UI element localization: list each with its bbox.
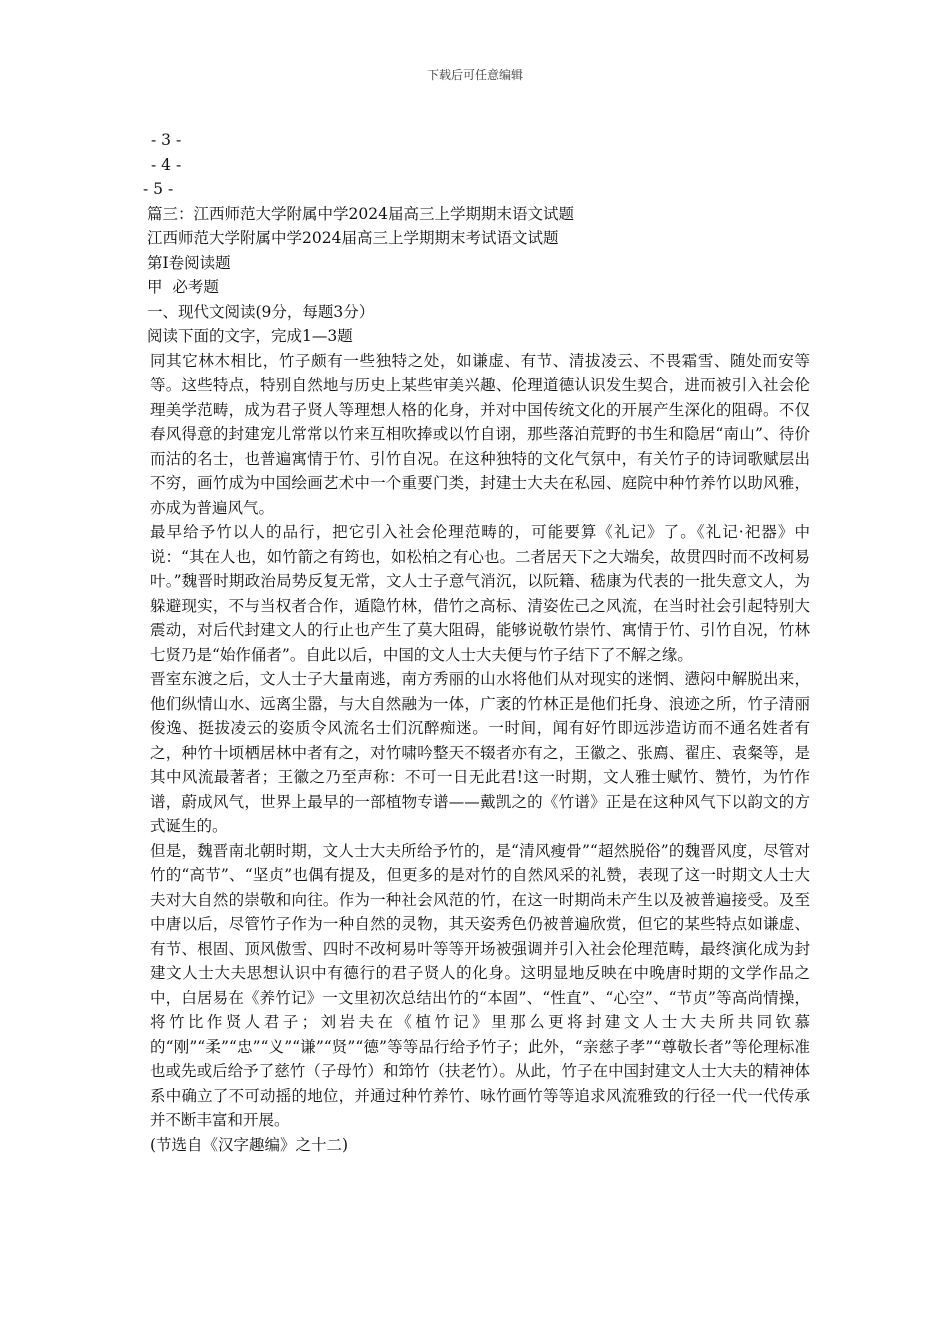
page-number-5: - 5 - (143, 180, 174, 198)
page-header: 下载后可任意编辑 (426, 68, 523, 82)
reading-instruction: 阅读下面的文字，完成1—3题 (147, 327, 353, 345)
source-note: (节选自《汉字趣编》之十二) (150, 1135, 349, 1154)
paragraph-2: 最早给予竹以人的品行，把它引入社会伦理范畴的，可能要算《礼记》了。《礼记·祀器》中说：“其在人也，如竹箭之有筠也，如松柏之有心也。二者居天下之大端矣，故贯四时而不改柯易叶。”魏晋时期政治局势反复无常，文人士子意气消沉，以阮籍、嵇康为代表的一批失意文人，为躲避现实，不与当权者合作，遁隐竹林，借竹之高标、清姿佐己之风流，在当时社会引起特别大震动，对后代封建文人的行止也产生了莫大阻碍，能够说敬竹崇竹、寓情于竹、引竹自况，竹林七贤乃是“始作俑者”。自此以后，中国的文人士大夫便与竹子结下了不解之缘。 (150, 523, 810, 664)
paragraph-1: 同其它林木相比，竹子颇有一些独特之处，如谦虚、有节、清拔凌云、不畏霜雪、随处而安等等。这些特点，特别自然地与历史上某些审美兴趣、伦理道德认识发生契合，进而被引入社会伦理美学范畴，成为君子贤人等理想人格的化身，并对中国传统文化的开展产生深化的阻碍。不仅春风得意的封建宠儿常常以竹来互相吹捧或以竹自诩，那些落泊荒野的书生和隐居“南山”、待价而沽的名士，也普遍寓情于竹、引竹自况。在这种独特的文化气氛中，有关竹子的诗词歌赋层出不穷，画竹成为中国绘画艺术中一个重要门类，封建士大夫在私园、庭院中种竹养竹以助风雅，亦成为普遍风气。 (150, 351, 810, 517)
part-title: 甲 必考题 (147, 278, 219, 296)
document-body (145, 128, 810, 1157)
page-number-4: - 4 - (151, 155, 182, 174)
exam-title: 江西师范大学附属中学2024届高三上学期期末考试语文试题 (147, 229, 559, 247)
page-number-3: - 3 - (151, 131, 182, 149)
section-title: 篇三：江西师范大学附属中学2024届高三上学期期末语文试题 (147, 204, 574, 223)
volume-title: 第Ⅰ卷阅读题 (147, 253, 231, 272)
paragraph-3: 晋室东渡之后，文人士子大量南逃，南方秀丽的山水将他们从对现实的迷惘、懑闷中解脱出来，他们纵情山水、远离尘嚣，与大自然融为一体，广袤的竹林正是他们托身、浪迹之所，竹子清丽俊逸、挺拔凌云的姿质令风流名士们沉醉痴迷。一时间，闻有好竹即远涉造访而不通名姓者有之，种竹十顷栖居林中者有之，对竹啸吟整天不辍者亦有之，王徽之、张廌、翟庄、袁粲等，是其中风流最著者；王徽之乃至声称：不可一日无此君!这一时期，文人雅士赋竹、赞竹，为竹作谱，蔚成风气，世界上最早的一部植物专谱——戴凯之的《竹谱》正是在这种风气下以韵文的方式诞生的。 (150, 670, 810, 835)
paragraph-4: 但是，魏晋南北朝时期，文人士大夫所给予竹的，是“清风瘦骨”“超然脱俗”的魏晋风度，尽管对竹的“高节”、“坚贞”也偶有提及，但更多的是对竹的自然风采的礼赞，表现了这一时期文人士大夫对大自然的崇敬和向往。作为一种社会风范的竹，在这一时期尚未产生以及被普遍接受。及至中唐以后，尽管竹子作为一种自然的灵物，其天姿秀色仍被普遍欣赏，但它的某些特点如谦虚、有节、根固、顶风傲雪、四时不改柯易叶等等开场被强调并引入社会伦理范畴，最终演化成为封建文人士大夫思想认识中有德行的君子贤人的化身。这明显地反映在中晚唐时期的文学作品之中，白居易在《养竹记》一文里初次总结出竹的“本固”、“性直”、“心空”、“节贞”等高尚情操，将竹比作贤人君子；刘岩夫在《植竹记》里那么更将封建文人士大夫所共同钦慕的“刚”“柔”“忠”“义”“谦”“贤”“德”等等品行给予竹子；此外，“亲慈子孝”“尊敬长者”等伦理标准也或先或后给予了慈竹（子母竹）和笻竹（扶老竹）。从此，竹子在中国封建文人士大夫的精神体系中确立了不可动摇的地位，并通过种竹养竹、咏竹画竹等等追求风流雅致的行径一代一代传承并不断丰富和开展。 (150, 841, 810, 1129)
question-section-title: 一、现代文阅读(9分，每题3分） (147, 302, 375, 321)
